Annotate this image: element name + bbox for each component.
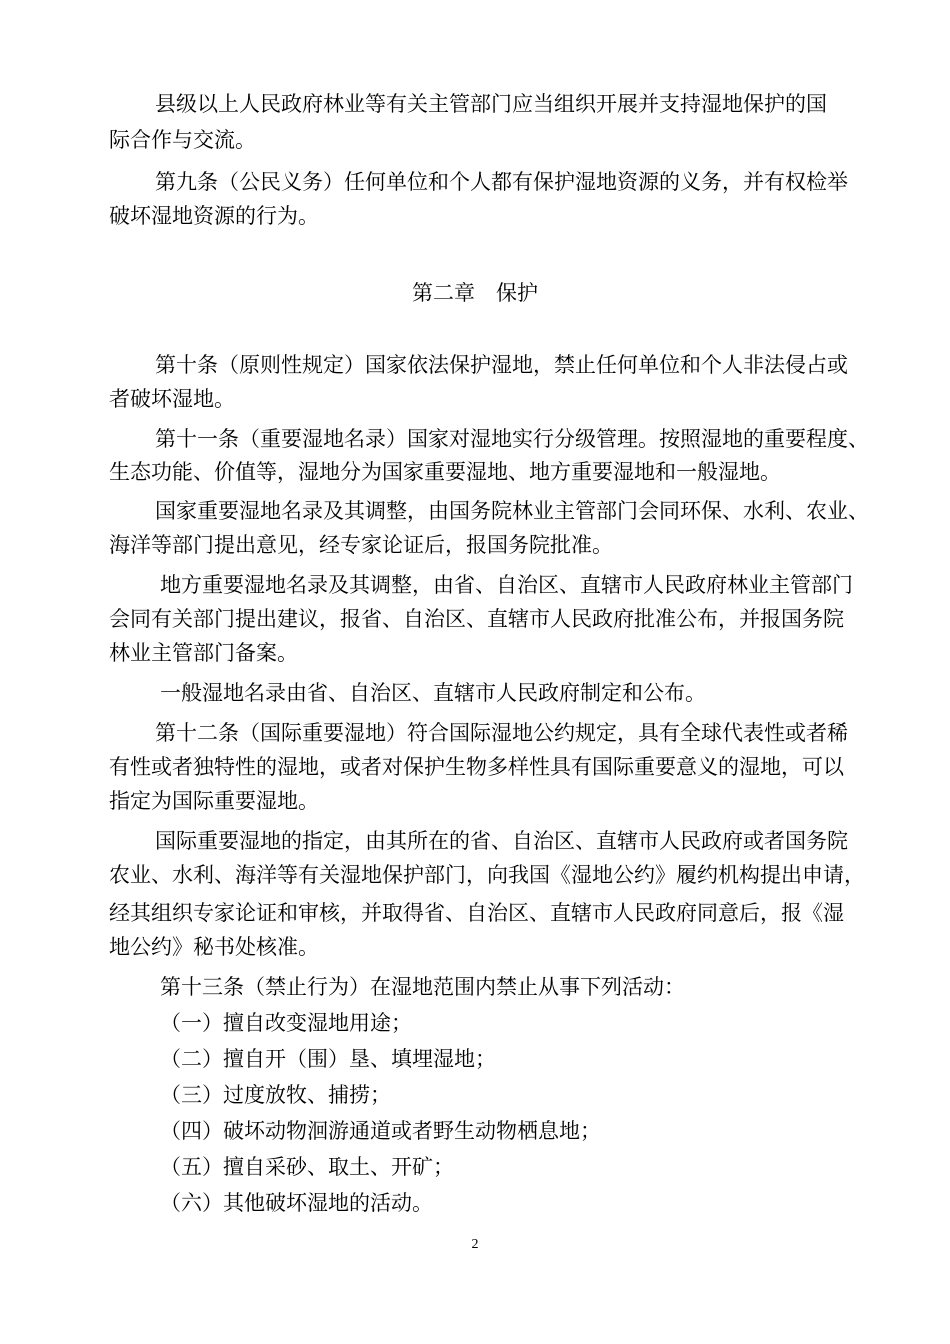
text-line: 林业主管部门备案。: [109, 641, 298, 665]
text-line: 第十二条（国际重要湿地）符合国际湿地公约规定，具有全球代表性或者稀: [155, 721, 848, 745]
text-line: 一般湿地名录由省、自治区、直辖市人民政府制定和公布。: [160, 681, 706, 705]
text-line: 有性或者独特性的湿地，或者对保护生物多样性具有国际重要意义的湿地，可以: [109, 755, 844, 779]
text-line: 农业、水利、海洋等有关湿地保护部门，向我国《湿地公约》履约机构提出申请，: [109, 863, 865, 887]
chapter-heading: 第二章 保护: [412, 281, 538, 305]
list-item: （一）擅自改变湿地用途；: [160, 1011, 412, 1035]
list-item: （六）其他破坏湿地的活动。: [160, 1191, 433, 1215]
text-line: 县级以上人民政府林业等有关主管部门应当组织开展并支持湿地保护的国: [155, 92, 827, 116]
text-line: 指定为国际重要湿地。: [109, 789, 319, 813]
text-line: 第十一条（重要湿地名录）国家对湿地实行分级管理。按照湿地的重要程度、: [155, 427, 869, 451]
list-item: （二）擅自开（围）垦、填埋湿地；: [160, 1047, 496, 1071]
text-line: 第十三条（禁止行为）在湿地范围内禁止从事下列活动：: [160, 975, 685, 999]
text-line: 第十条（原则性规定）国家依法保护湿地，禁止任何单位和个人非法侵占或: [155, 353, 848, 377]
text-line: 国家重要湿地名录及其调整，由国务院林业主管部门会同环保、水利、农业、: [155, 499, 869, 523]
text-line: 地公约》秘书处核准。: [109, 935, 319, 959]
text-line: 破坏湿地资源的行为。: [109, 204, 319, 228]
list-item: （三）过度放牧、捕捞；: [160, 1083, 391, 1107]
page-number: 2: [471, 1237, 479, 1252]
text-line: 海洋等部门提出意见，经专家论证后，报国务院批准。: [109, 533, 613, 557]
text-line: 者破坏湿地。: [109, 387, 235, 411]
list-item: （五）擅自采砂、取土、开矿；: [160, 1155, 454, 1179]
text-line: 生态功能、价值等，湿地分为国家重要湿地、地方重要湿地和一般湿地。: [109, 460, 781, 484]
text-line: 会同有关部门提出建议，报省、自治区、直辖市人民政府批准公布，并报国务院: [109, 607, 844, 631]
text-line: 经其组织专家论证和审核，并取得省、自治区、直辖市人民政府同意后，报《湿: [109, 901, 844, 925]
text-line: 国际重要湿地的指定，由其所在的省、自治区、直辖市人民政府或者国务院: [155, 829, 848, 853]
text-line: 际合作与交流。: [109, 128, 256, 152]
list-item: （四）破坏动物洄游通道或者野生动物栖息地；: [160, 1119, 601, 1143]
text-line: 地方重要湿地名录及其调整，由省、自治区、直辖市人民政府林业主管部门: [160, 573, 853, 597]
text-line: 第九条（公民义务）任何单位和个人都有保护湿地资源的义务，并有权检举: [155, 170, 848, 194]
